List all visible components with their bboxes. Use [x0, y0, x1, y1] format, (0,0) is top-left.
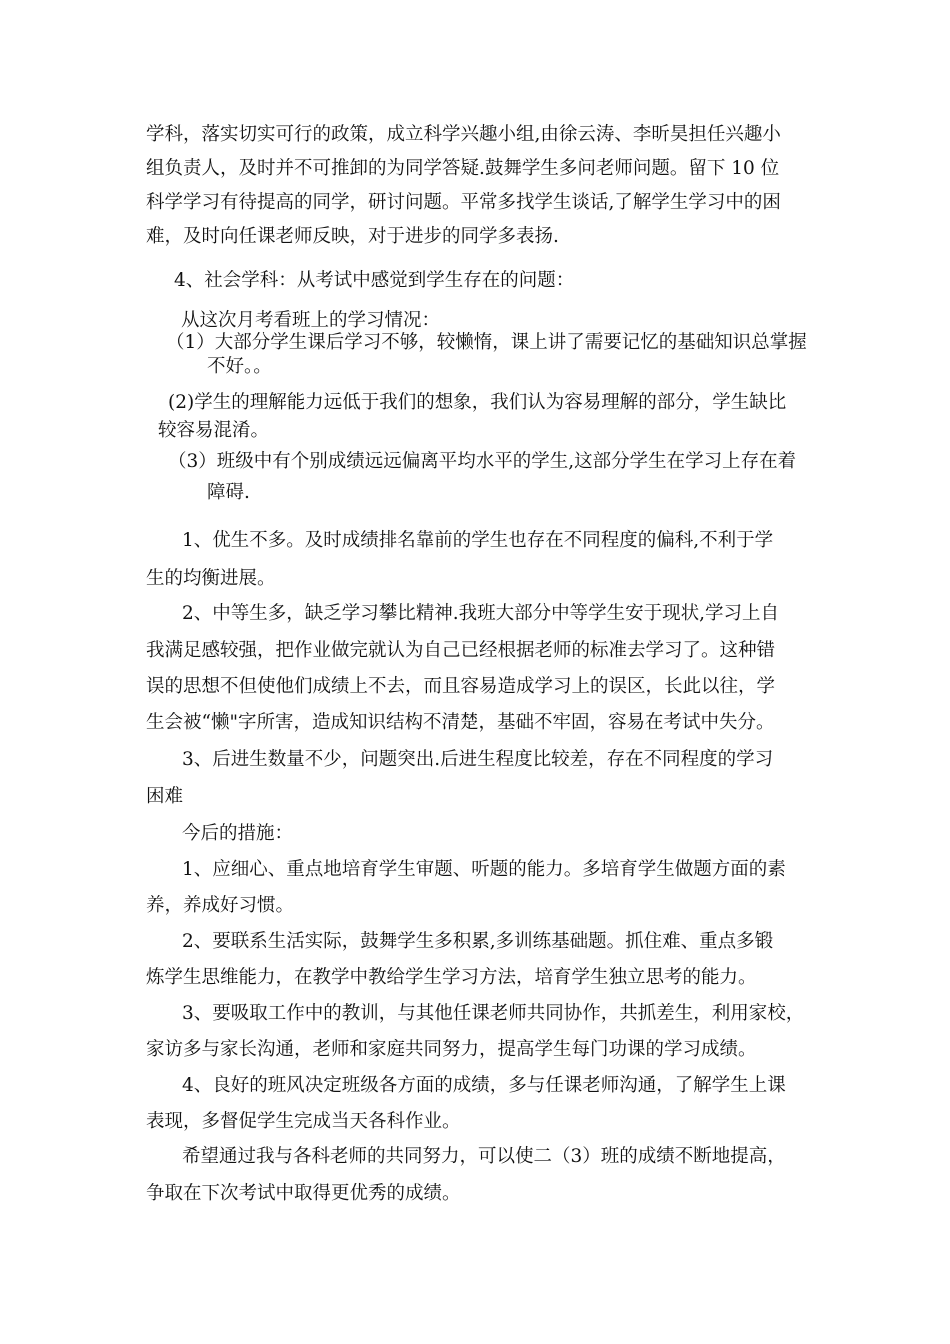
point-2-line-3: 误的思想不但使他们成绩上不去，而且容易造成学习上的误区，长此以往，学 [146, 676, 776, 697]
issue-2-line-1: (2)学生的理解能力远低于我们的想象，我们认为容易理解的部分，学生缺比 [168, 392, 787, 413]
point-2-line-1: 2、中等生多，缺乏学习攀比精神.我班大部分中等学生安于现状,学习上自 [182, 603, 780, 624]
science-paragraph-line-2: 组负责人，及时并不可推卸的为同学答疑.鼓舞学生多问老师问题。留下 10 位 [146, 158, 780, 179]
point-2-line-2: 我满足感较强，把作业做完就认为自己已经根据老师的标准去学习了。这种错 [146, 640, 776, 661]
science-paragraph-line-4: 难，及时向任课老师反映，对于进步的同学多表扬. [146, 226, 559, 247]
measure-3-line-1: 3、要吸取工作中的教训，与其他任课老师共同协作，共抓差生，利用家校， [182, 1003, 805, 1024]
point-3-line-1: 3、后进生数量不少，问题突出.后进生程度比较差，存在不同程度的学习 [182, 749, 774, 770]
measure-1-line-2: 养，养成好习惯。 [146, 895, 295, 916]
closing-line-1: 希望通过我与各科老师的共同努力，可以使二（3）班的成绩不断地提高， [182, 1146, 786, 1167]
measure-4-line-2: 表现，多督促学生完成当天各科作业。 [146, 1111, 461, 1132]
issue-1-line-1: （1）大部分学生课后学习不够，较懒惰，课上讲了需要记忆的基础知识总掌握 [166, 332, 807, 353]
issue-3-line-2: 障碍. [207, 482, 250, 503]
point-2-line-4: 生会被“懒"字所害，造成知识结构不清楚，基础不牢固，容易在考试中失分。 [146, 712, 775, 733]
science-paragraph-line-3: 科学学习有待提高的同学，研讨问题。平常多找学生谈话,了解学生学习中的困 [146, 192, 781, 213]
measure-3-line-2: 家访多与家长沟通，老师和家庭共同努力，提高学生每门功课的学习成绩。 [146, 1039, 757, 1060]
point-1-line-2: 生的均衡进展。 [146, 568, 276, 589]
social-studies-heading: 4、社会学科：从考试中感觉到学生存在的问题： [174, 270, 575, 291]
closing-line-2: 争取在下次考试中取得更优秀的成绩。 [146, 1183, 461, 1204]
point-1-line-1: 1、优生不多。及时成绩排名靠前的学生也存在不同程度的偏科,不利于学 [182, 530, 774, 551]
science-paragraph-line-1: 学科，落实切实可行的政策，成立科学兴趣小组,由徐云涛、李昕昊担任兴趣小 [146, 124, 781, 145]
issue-3-line-1: （3）班级中有个别成绩远远偏离平均水平的学生,这部分学生在学习上存在着 [168, 451, 797, 472]
point-3-line-2: 困难 [146, 786, 184, 807]
measure-2-line-1: 2、要联系生活实际，鼓舞学生多积累,多训练基础题。抓住难、重点多锻 [182, 931, 774, 952]
issue-2-line-2: 较容易混淆。 [158, 420, 270, 441]
measure-2-line-2: 炼学生思维能力，在教学中教给学生学习方法，培育学生独立思考的能力。 [146, 967, 757, 988]
measures-heading: 今后的措施： [182, 823, 294, 844]
measure-1-line-1: 1、应细心、重点地培育学生审题、听题的能力。多培育学生做题方面的素 [182, 859, 786, 880]
issue-1-line-2: 不好。。 [207, 356, 272, 377]
measure-4-line-1: 4、良好的班风决定班级各方面的成绩，多与任课老师沟通，了解学生上课 [182, 1075, 786, 1096]
monthly-exam-intro: 从这次月考看班上的学习情况： [181, 310, 441, 331]
